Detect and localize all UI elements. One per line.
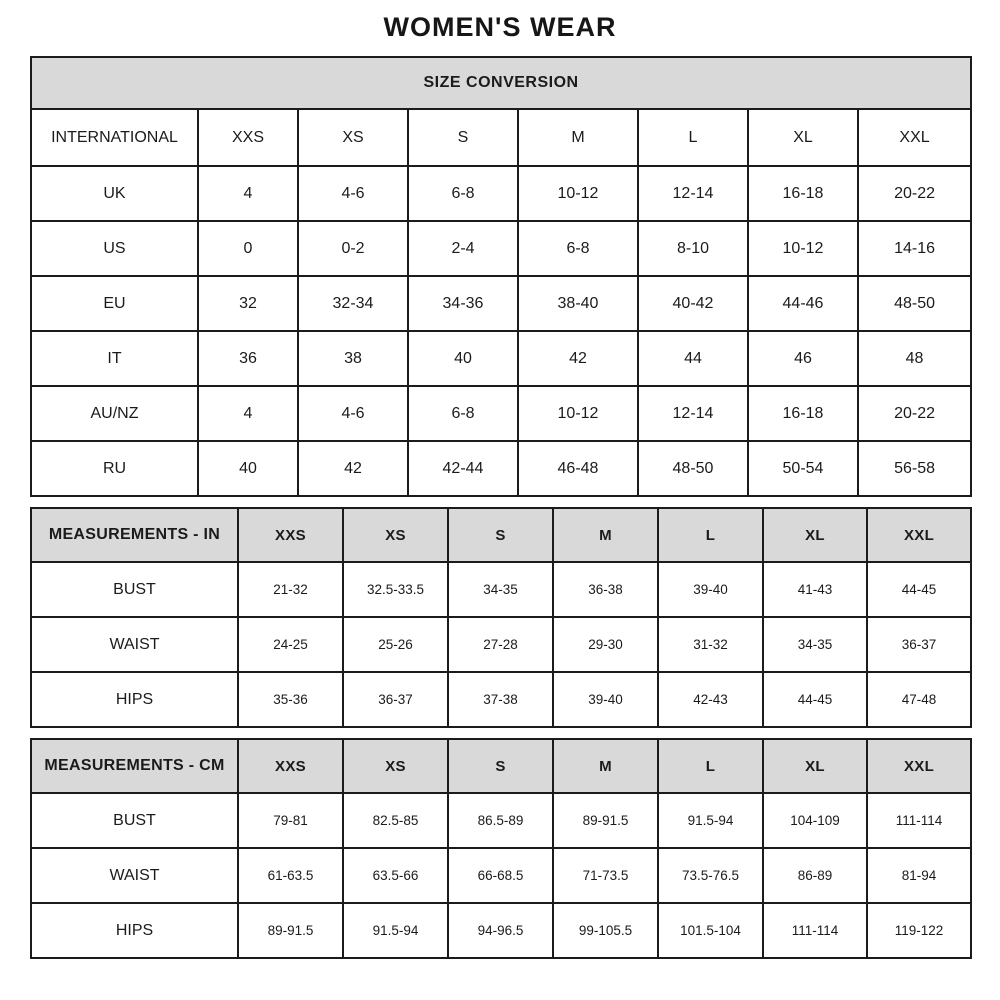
measurement-value-cell: 73.5-76.5 bbox=[658, 848, 763, 903]
size-value-cell: 20-22 bbox=[858, 386, 971, 441]
measurement-value-cell: 44-45 bbox=[867, 562, 971, 617]
measurement-value-cell: 81-94 bbox=[867, 848, 971, 903]
column-header: S bbox=[448, 739, 553, 793]
measurement-value-cell: 36-38 bbox=[553, 562, 658, 617]
measurement-value-cell: 61-63.5 bbox=[238, 848, 343, 903]
measurement-value-cell: 99-105.5 bbox=[553, 903, 658, 958]
measurement-value-cell: 71-73.5 bbox=[553, 848, 658, 903]
column-header: M bbox=[553, 739, 658, 793]
column-header: XL bbox=[763, 508, 867, 562]
table-row bbox=[31, 672, 971, 727]
row-label: BUST bbox=[31, 562, 238, 617]
size-value-cell: 44-46 bbox=[748, 276, 858, 331]
measurement-value-cell: 66-68.5 bbox=[448, 848, 553, 903]
size-value-cell: 36 bbox=[198, 331, 298, 386]
column-header: INTERNATIONAL bbox=[31, 109, 198, 166]
measurement-value-cell: 47-48 bbox=[867, 672, 971, 727]
size-value-cell: 48 bbox=[858, 331, 971, 386]
measurement-value-cell: 86-89 bbox=[763, 848, 867, 903]
table-row bbox=[31, 617, 971, 672]
measurement-value-cell: 36-37 bbox=[867, 617, 971, 672]
size-value-cell: 4-6 bbox=[298, 166, 408, 221]
measurement-value-cell: 32.5-33.5 bbox=[343, 562, 448, 617]
table-row bbox=[31, 793, 971, 848]
size-value-cell: 6-8 bbox=[408, 166, 518, 221]
measurement-value-cell: 37-38 bbox=[448, 672, 553, 727]
measurement-value-cell: 63.5-66 bbox=[343, 848, 448, 903]
column-header: XS bbox=[343, 508, 448, 562]
size-value-cell: 42 bbox=[518, 331, 638, 386]
measurements-cm-table bbox=[30, 738, 972, 959]
measurement-value-cell: 39-40 bbox=[658, 562, 763, 617]
column-header: XL bbox=[763, 739, 867, 793]
table-row bbox=[31, 848, 971, 903]
row-label: UK bbox=[31, 166, 198, 221]
column-header: XS bbox=[343, 739, 448, 793]
size-value-cell: 50-54 bbox=[748, 441, 858, 496]
size-value-cell: 48-50 bbox=[858, 276, 971, 331]
size-value-cell: 4-6 bbox=[298, 386, 408, 441]
page-title: WOMEN'S WEAR bbox=[383, 12, 617, 42]
column-header: XXL bbox=[858, 109, 971, 166]
row-label: BUST bbox=[31, 793, 238, 848]
row-label: EU bbox=[31, 276, 198, 331]
size-value-cell: 44 bbox=[638, 331, 748, 386]
table-banner-row bbox=[31, 57, 971, 109]
measurement-value-cell: 89-91.5 bbox=[553, 793, 658, 848]
size-value-cell: 6-8 bbox=[408, 386, 518, 441]
size-value-cell: 10-12 bbox=[518, 386, 638, 441]
column-header: XXS bbox=[198, 109, 298, 166]
size-value-cell: 6-8 bbox=[518, 221, 638, 276]
size-value-cell: 20-22 bbox=[858, 166, 971, 221]
column-header: XL bbox=[748, 109, 858, 166]
measurement-value-cell: 104-109 bbox=[763, 793, 867, 848]
table-row bbox=[31, 166, 971, 221]
measurements-in-title: MEASUREMENTS - IN bbox=[31, 508, 238, 562]
table-row bbox=[31, 562, 971, 617]
measurement-value-cell: 34-35 bbox=[763, 617, 867, 672]
row-label: IT bbox=[31, 331, 198, 386]
table-row bbox=[31, 903, 971, 958]
size-value-cell: 46 bbox=[748, 331, 858, 386]
measurement-value-cell: 35-36 bbox=[238, 672, 343, 727]
measurement-value-cell: 29-30 bbox=[553, 617, 658, 672]
size-value-cell: 40 bbox=[198, 441, 298, 496]
row-label: WAIST bbox=[31, 848, 238, 903]
measurement-value-cell: 42-43 bbox=[658, 672, 763, 727]
size-value-cell: 4 bbox=[198, 386, 298, 441]
row-label: HIPS bbox=[31, 903, 238, 958]
measurement-value-cell: 86.5-89 bbox=[448, 793, 553, 848]
column-header: L bbox=[658, 508, 763, 562]
measurement-value-cell: 119-122 bbox=[867, 903, 971, 958]
measurement-value-cell: 89-91.5 bbox=[238, 903, 343, 958]
measurement-value-cell: 44-45 bbox=[763, 672, 867, 727]
measurement-value-cell: 24-25 bbox=[238, 617, 343, 672]
column-header: S bbox=[408, 109, 518, 166]
measurement-value-cell: 39-40 bbox=[553, 672, 658, 727]
size-value-cell: 12-14 bbox=[638, 386, 748, 441]
size-value-cell: 16-18 bbox=[748, 386, 858, 441]
size-value-cell: 38-40 bbox=[518, 276, 638, 331]
column-header-row bbox=[31, 508, 971, 562]
size-value-cell: 32-34 bbox=[298, 276, 408, 331]
row-label: RU bbox=[31, 441, 198, 496]
column-header: L bbox=[638, 109, 748, 166]
measurement-value-cell: 41-43 bbox=[763, 562, 867, 617]
row-label: WAIST bbox=[31, 617, 238, 672]
table-row bbox=[31, 386, 971, 441]
size-value-cell: 42 bbox=[298, 441, 408, 496]
measurement-value-cell: 79-81 bbox=[238, 793, 343, 848]
measurement-value-cell: 94-96.5 bbox=[448, 903, 553, 958]
size-conversion-title: SIZE CONVERSION bbox=[31, 57, 971, 109]
measurement-value-cell: 111-114 bbox=[763, 903, 867, 958]
size-value-cell: 48-50 bbox=[638, 441, 748, 496]
size-value-cell: 16-18 bbox=[748, 166, 858, 221]
table-row bbox=[31, 276, 971, 331]
size-guide-page bbox=[30, 0, 970, 959]
measurements-in-table bbox=[30, 507, 972, 728]
measurement-value-cell: 31-32 bbox=[658, 617, 763, 672]
column-header: M bbox=[553, 508, 658, 562]
size-value-cell: 40-42 bbox=[638, 276, 748, 331]
column-header: XXS bbox=[238, 508, 343, 562]
measurement-value-cell: 34-35 bbox=[448, 562, 553, 617]
row-label: HIPS bbox=[31, 672, 238, 727]
measurement-value-cell: 111-114 bbox=[867, 793, 971, 848]
measurement-value-cell: 27-28 bbox=[448, 617, 553, 672]
measurement-value-cell: 25-26 bbox=[343, 617, 448, 672]
table-row bbox=[31, 441, 971, 496]
measurements-cm-title: MEASUREMENTS - CM bbox=[31, 739, 238, 793]
size-value-cell: 10-12 bbox=[748, 221, 858, 276]
column-header-row bbox=[31, 739, 971, 793]
table-row bbox=[31, 331, 971, 386]
measurement-value-cell: 36-37 bbox=[343, 672, 448, 727]
size-value-cell: 4 bbox=[198, 166, 298, 221]
column-header: XS bbox=[298, 109, 408, 166]
size-value-cell: 32 bbox=[198, 276, 298, 331]
column-header: L bbox=[658, 739, 763, 793]
size-value-cell: 46-48 bbox=[518, 441, 638, 496]
measurement-value-cell: 21-32 bbox=[238, 562, 343, 617]
row-label: US bbox=[31, 221, 198, 276]
size-value-cell: 0 bbox=[198, 221, 298, 276]
size-value-cell: 12-14 bbox=[638, 166, 748, 221]
measurement-value-cell: 91.5-94 bbox=[658, 793, 763, 848]
size-value-cell: 34-36 bbox=[408, 276, 518, 331]
table-row bbox=[31, 221, 971, 276]
size-value-cell: 10-12 bbox=[518, 166, 638, 221]
column-header: XXS bbox=[238, 739, 343, 793]
measurement-value-cell: 91.5-94 bbox=[343, 903, 448, 958]
size-value-cell: 56-58 bbox=[858, 441, 971, 496]
row-label: AU/NZ bbox=[31, 386, 198, 441]
size-value-cell: 14-16 bbox=[858, 221, 971, 276]
column-header-row bbox=[31, 109, 971, 166]
size-value-cell: 0-2 bbox=[298, 221, 408, 276]
column-header: S bbox=[448, 508, 553, 562]
size-value-cell: 38 bbox=[298, 331, 408, 386]
size-conversion-table bbox=[30, 56, 972, 497]
size-value-cell: 2-4 bbox=[408, 221, 518, 276]
size-value-cell: 8-10 bbox=[638, 221, 748, 276]
size-value-cell: 42-44 bbox=[408, 441, 518, 496]
column-header: XXL bbox=[867, 739, 971, 793]
column-header: XXL bbox=[867, 508, 971, 562]
measurement-value-cell: 82.5-85 bbox=[343, 793, 448, 848]
size-value-cell: 40 bbox=[408, 331, 518, 386]
column-header: M bbox=[518, 109, 638, 166]
measurement-value-cell: 101.5-104 bbox=[658, 903, 763, 958]
